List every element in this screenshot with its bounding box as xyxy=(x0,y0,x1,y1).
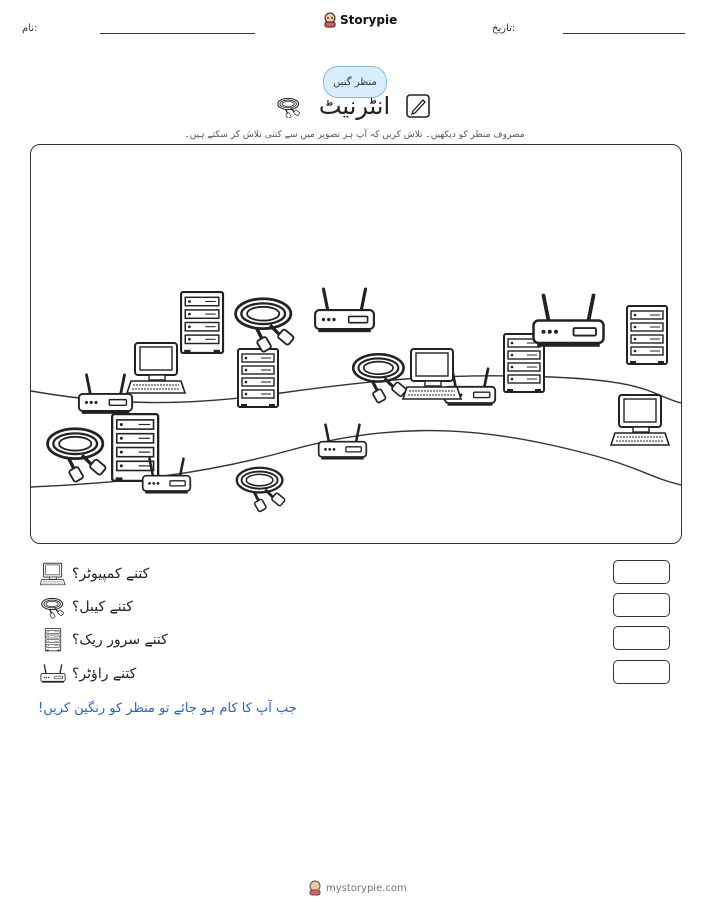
scene-drawing xyxy=(31,145,681,543)
question-cables xyxy=(40,594,133,620)
answer-box-server-racks[interactable] xyxy=(613,626,670,650)
question-text: کتنے سرور ریک؟ xyxy=(72,632,168,648)
answer-box-computers[interactable] xyxy=(613,560,670,584)
scene-router-3[interactable] xyxy=(79,375,132,414)
scene-router-6[interactable] xyxy=(143,459,191,494)
brand-name: Storypie xyxy=(340,13,398,27)
finish-instruction: جب آپ کا کام ہو جائے تو منظر کو رنگین کریں! xyxy=(38,701,297,716)
pencil-note-icon xyxy=(405,93,431,119)
footer-url[interactable]: mystorypie.com xyxy=(326,882,407,894)
scene-computer-3[interactable] xyxy=(611,395,669,445)
answer-box-cables[interactable] xyxy=(613,593,670,617)
date-label: تاریخ: xyxy=(492,23,516,34)
date-line[interactable] xyxy=(563,33,685,34)
scene-cable-1[interactable] xyxy=(236,299,295,353)
scene-server-1[interactable] xyxy=(181,292,223,354)
server-rack-icon xyxy=(40,628,66,652)
answer-box-routers[interactable] xyxy=(613,660,670,684)
cable-icon xyxy=(276,96,302,118)
scene-cable-3[interactable] xyxy=(48,429,107,483)
computer-icon xyxy=(40,562,66,586)
scene-computer-2[interactable] xyxy=(403,349,461,399)
question-text: کتنے کیبل؟ xyxy=(72,599,133,615)
footer xyxy=(308,880,407,896)
question-server-racks xyxy=(40,627,168,653)
name-line[interactable] xyxy=(100,33,255,34)
storypie-mascot-icon xyxy=(308,880,322,896)
cable-icon xyxy=(40,595,66,619)
instructions: مصروف منظر کو دیکھیں۔ تلاش کریں کہ آپ ہر تصویر میں سے کتنی تلاش کر سکتے ہیں۔ xyxy=(184,130,525,140)
scene-router-5[interactable] xyxy=(319,425,367,460)
router-icon xyxy=(40,662,66,686)
question-routers xyxy=(40,661,136,687)
brand-logo xyxy=(323,12,397,28)
question-text: کتنے کمپیوٹر؟ xyxy=(72,566,150,582)
scene-cable-2[interactable] xyxy=(353,354,407,403)
scene-panel xyxy=(30,144,682,544)
scene-computer-1[interactable] xyxy=(127,343,185,393)
question-computers xyxy=(40,561,149,587)
scene-router-1[interactable] xyxy=(315,289,374,332)
scene-server-2[interactable] xyxy=(238,349,278,408)
name-label: نام: xyxy=(22,23,38,34)
scene-router-2[interactable] xyxy=(534,296,604,347)
scene-cable-4[interactable] xyxy=(237,468,286,512)
storypie-mascot-icon xyxy=(323,12,337,28)
scene-server-5[interactable] xyxy=(627,306,667,365)
count-badge: منظر گنیں xyxy=(323,66,387,98)
page-title: انٹرنیٹ xyxy=(318,92,391,120)
question-text: کتنے راؤٹر؟ xyxy=(72,666,137,682)
